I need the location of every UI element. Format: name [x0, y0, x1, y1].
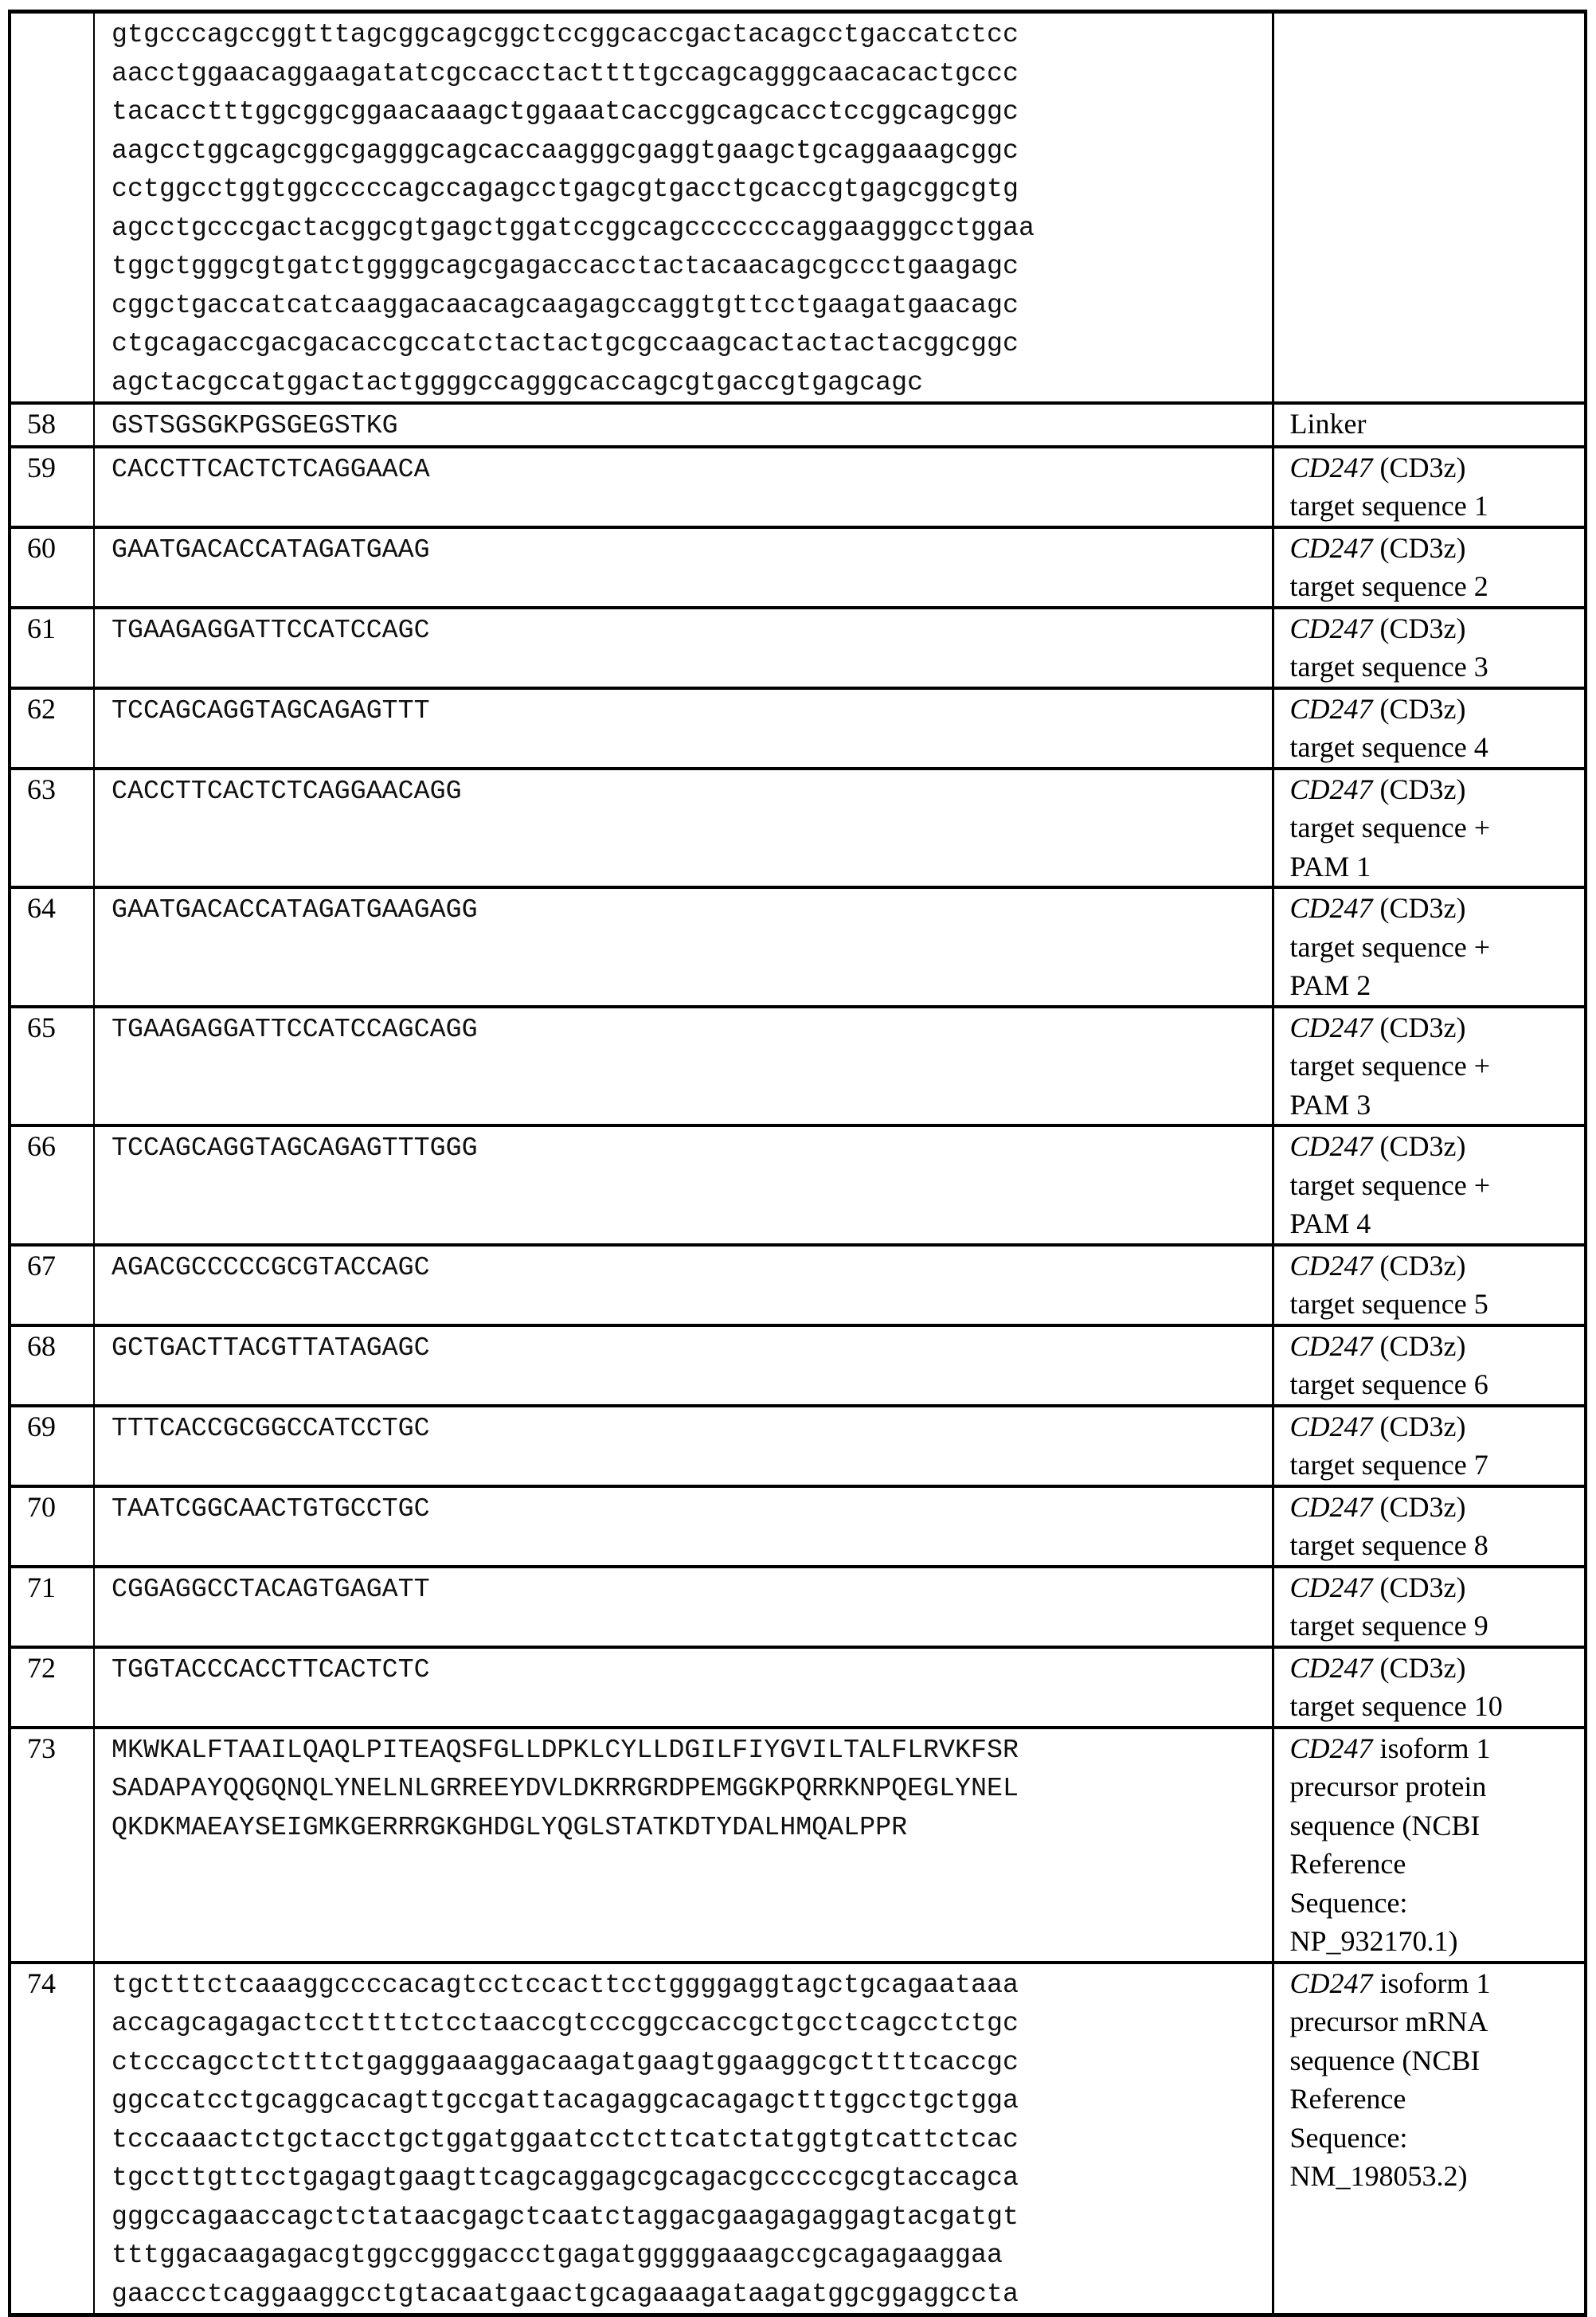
seq-id-cell	[10, 1245, 94, 1325]
seq-id-number: 68	[27, 1329, 56, 1362]
gene-name: CD247	[1289, 692, 1373, 725]
description-text: (CD3z)	[1372, 1011, 1466, 1043]
sequence-line: ggccatcctgcaggcacagttgccgattacagaggcacagagctttggcctgctgga	[111, 2085, 1019, 2115]
description-line	[1290, 1327, 1585, 1366]
sequence-cell	[94, 1728, 1273, 1963]
description-cell	[1273, 403, 1586, 447]
description-line: Sequence:	[1289, 2121, 1408, 2154]
seq-id-cell	[10, 688, 94, 769]
sequence-line: GSTSGSGKPGSGEGSTKG	[111, 410, 398, 440]
description-line	[1290, 1488, 1585, 1527]
description-line	[1290, 1649, 1585, 1688]
seq-id-cell	[10, 608, 94, 688]
table-row-59	[10, 447, 1586, 527]
description-line: target sequence +	[1289, 812, 1491, 843]
description-cell	[1273, 769, 1586, 888]
sequence-cell	[94, 527, 1273, 608]
table-row-62	[10, 688, 1586, 769]
description-line	[1290, 1008, 1585, 1047]
sequence-line: ctcccagcctctttctgagggaaaggacaagatgaagtggaaggcgcttttcaccgc	[111, 2046, 1019, 2077]
seq-id-number: 70	[27, 1490, 56, 1523]
description-cell	[1273, 887, 1586, 1007]
seq-id-number: 72	[27, 1651, 56, 1684]
gene-name: CD247	[1289, 1249, 1373, 1282]
table-row-64	[10, 887, 1586, 1007]
sequence-line: AGACGCCCCCGCGTACCAGC	[111, 1251, 430, 1282]
sequence-line: tgctttctcaaaggccccacagtcctccacttcctggggaggtagctgcagaataaa	[111, 1969, 1019, 2000]
description-line: Sequence:	[1289, 1886, 1408, 1919]
sequence-line: accagcagagactccttttctcctaaccgtcccggccaccgctgcctcagcctctgc	[111, 2008, 1019, 2038]
description-cell	[1273, 1007, 1586, 1126]
seq-id-number: 66	[27, 1130, 56, 1162]
sequence-line: gaaccctcaggaaggcctgtacaatgaactgcagaaagataagatggcggaggccta	[111, 2278, 1019, 2309]
sequence-line: tttggacaagagacgtggccgggaccctgagatgggggaaagccgcagagaaggaa	[111, 2240, 1003, 2270]
sequence-line: TCCAGCAGGTAGCAGAGTTT	[111, 695, 430, 726]
sequence-cell	[94, 1007, 1273, 1126]
sequence-line: CACCTTCACTCTCAGGAACA	[111, 453, 430, 484]
description-line	[1290, 529, 1585, 568]
sequence-cell	[94, 1963, 1273, 2315]
gene-name: CD247	[1289, 892, 1373, 924]
description-line: Reference	[1289, 2083, 1406, 2115]
sequence-line: CGGAGGCCTACAGTGAGATT	[111, 1573, 430, 1604]
sequence-line: gggccagaaccagctctataacgagctcaatctaggacgaagagaggagtacgatgt	[111, 2201, 1019, 2232]
description-line: target sequence 1	[1289, 490, 1488, 522]
description-line	[1290, 889, 1585, 928]
table-row-63	[10, 769, 1586, 888]
seq-id-number: 65	[27, 1011, 56, 1043]
seq-id-cell	[10, 403, 94, 447]
seq-id-number: 69	[27, 1410, 56, 1442]
sequence-line: cggctgaccatcatcaaggacaacagcaagagccaggtgttcctgaagatgaacagc	[111, 289, 1019, 320]
description-line	[1290, 1964, 1585, 2003]
description-line: target sequence 2	[1289, 570, 1488, 602]
table-row-58	[10, 403, 1586, 447]
description-line	[1290, 1729, 1585, 1768]
description-line: target sequence 9	[1289, 1610, 1488, 1642]
description-text: Linker	[1289, 408, 1367, 440]
sequence-line: GAATGACACCATAGATGAAGAGG	[111, 894, 478, 925]
description-cell	[1273, 1728, 1586, 1963]
sequence-line: TGAAGAGGATTCCATCCAGC	[111, 614, 430, 645]
description-line: sequence (NCBI	[1289, 1809, 1481, 1841]
seq-id-number: 63	[27, 773, 56, 805]
description-cell	[1273, 1125, 1586, 1245]
table-row-69	[10, 1406, 1586, 1486]
description-text: (CD3z)	[1372, 1410, 1466, 1442]
table-row-74	[10, 1963, 1586, 2315]
gene-name: CD247	[1289, 612, 1373, 644]
sequence-cell	[94, 887, 1273, 1007]
description-line: target sequence 7	[1289, 1449, 1488, 1481]
sequence-line: aagcctggcagcggcgagggcagcaccaagggcgaggtgaagctgcaggaaagcggc	[111, 135, 1019, 166]
sequence-line: MKWKALFTAAILQAQLPITEAQSFGLLDPKLCYLLDGILFIYGVILTALFLRVKFSR	[111, 1734, 1019, 1765]
table-row-70	[10, 1486, 1586, 1567]
description-line: sequence (NCBI	[1289, 2044, 1481, 2076]
gene-name: CD247	[1289, 1329, 1373, 1362]
description-line	[1290, 690, 1585, 729]
description-cell	[1273, 1963, 1586, 2315]
seq-id-number: 64	[27, 892, 56, 924]
description-text: (CD3z)	[1372, 1249, 1466, 1282]
description-line: target sequence 8	[1289, 1529, 1488, 1561]
seq-id-number: 67	[27, 1249, 56, 1282]
table-row-72	[10, 1647, 1586, 1728]
description-cell	[1273, 447, 1586, 527]
description-line: target sequence 3	[1289, 651, 1488, 683]
description-cell	[1273, 1325, 1586, 1406]
table-row-73	[10, 1728, 1586, 1963]
sequence-cell	[94, 1406, 1273, 1486]
sequence-line: SADAPAYQQGQNQLYNELNLGRREEYDVLDKRRGRDPEMGGKPQRRKNPQEGLYNEL	[111, 1773, 1019, 1803]
seq-id-cell	[10, 1406, 94, 1486]
description-line: target sequence 10	[1289, 1690, 1503, 1722]
description-line	[1290, 609, 1585, 648]
sequence-listing-table	[8, 10, 1587, 2317]
description-text: (CD3z)	[1372, 1329, 1466, 1362]
description-line	[1290, 405, 1585, 444]
description-line	[1290, 1247, 1585, 1286]
description-line	[1290, 1127, 1585, 1166]
description-line: NM_198053.2)	[1289, 2160, 1468, 2192]
gene-name: CD247	[1289, 1410, 1373, 1442]
description-text: isoform 1	[1372, 1967, 1491, 1999]
description-text: (CD3z)	[1372, 612, 1466, 644]
seq-id-cell	[10, 12, 94, 404]
description-line: PAM 2	[1289, 969, 1371, 1001]
description-line: target sequence +	[1289, 930, 1491, 963]
sequence-line: agctacgccatggactactggggccagggcaccagcgtgaccgtgagcagc	[111, 366, 924, 397]
description-line: PAM 3	[1289, 1088, 1371, 1121]
seq-id-cell	[10, 1486, 94, 1567]
sequence-line: QKDKMAEAYSEIGMKGERRRGKGHDGLYQGLSTATKDTYDALHMQALPPR	[111, 1811, 908, 1842]
description-line	[1290, 1568, 1585, 1607]
sequence-cell	[94, 1325, 1273, 1406]
table-row-68	[10, 1325, 1586, 1406]
table-row-71	[10, 1567, 1586, 1647]
description-cell	[1273, 12, 1586, 404]
table-row-66	[10, 1125, 1586, 1245]
table-row-65	[10, 1007, 1586, 1126]
description-cell	[1273, 527, 1586, 608]
sequence-line: TCCAGCAGGTAGCAGAGTTTGGG	[111, 1133, 478, 1163]
sequence-line: aacctggaacaggaagatatcgccacctacttttgccagcagggcaacacactgccc	[111, 57, 1019, 88]
sequence-cell	[94, 1486, 1273, 1567]
description-cell	[1273, 608, 1586, 688]
description-line: NP_932170.1)	[1289, 1925, 1458, 1957]
sequence-cell	[94, 608, 1273, 688]
sequence-cell	[94, 1647, 1273, 1728]
table-row-61	[10, 608, 1586, 688]
sequence-cell	[94, 1125, 1273, 1245]
gene-name: CD247	[1289, 451, 1373, 483]
description-text: (CD3z)	[1372, 531, 1466, 564]
seq-id-cell	[10, 1125, 94, 1245]
seq-id-number: 59	[27, 451, 56, 483]
table-row-continuation	[10, 12, 1586, 404]
description-line: target sequence +	[1289, 1050, 1491, 1082]
seq-id-cell	[10, 1647, 94, 1728]
description-text: (CD3z)	[1372, 692, 1466, 725]
sequence-line: GCTGACTTACGTTATAGAGC	[111, 1332, 430, 1363]
description-cell	[1273, 1647, 1586, 1728]
gene-name: CD247	[1289, 1651, 1373, 1684]
seq-id-cell	[10, 769, 94, 888]
sequence-line: ctgcagaccgacgacaccgccatctactactgcgccaagcactactactacggcggc	[111, 328, 1019, 358]
sequence-line: GAATGACACCATAGATGAAG	[111, 534, 430, 565]
description-line: target sequence +	[1289, 1168, 1491, 1201]
sequence-cell	[94, 447, 1273, 527]
description-text: (CD3z)	[1372, 892, 1466, 924]
gene-name: CD247	[1289, 1011, 1373, 1043]
seq-id-cell	[10, 1007, 94, 1126]
sequence-line: TTTCACCGCGGCCATCCTGC	[111, 1412, 430, 1443]
description-text: (CD3z)	[1372, 773, 1466, 805]
description-text: (CD3z)	[1372, 1651, 1466, 1684]
gene-name: CD247	[1289, 1130, 1373, 1162]
seq-id-number: 58	[27, 408, 56, 440]
seq-id-number: 61	[27, 612, 56, 644]
seq-id-cell	[10, 887, 94, 1007]
description-cell	[1273, 1406, 1586, 1486]
description-line	[1290, 1407, 1585, 1446]
sequence-line: TGGTACCCACCTTCACTCTC	[111, 1654, 430, 1685]
sequence-cell	[94, 769, 1273, 888]
table-body	[10, 12, 1586, 2315]
description-text: (CD3z)	[1372, 1571, 1466, 1603]
sequence-line: TAATCGGCAACTGTGCCTGC	[111, 1493, 430, 1524]
seq-id-number: 73	[27, 1732, 56, 1764]
description-cell	[1273, 1486, 1586, 1567]
sequence-line: gtgcccagccggtttagcggcagcggctccggcaccgactacagcctgaccatctcc	[111, 19, 1019, 49]
sequence-line: tgccttgttcctgagagtgaagttcagcaggagcgcagacgcccccgcgtaccagca	[111, 2162, 1019, 2193]
description-cell	[1273, 1567, 1586, 1647]
seq-id-number: 71	[27, 1571, 56, 1603]
gene-name: CD247	[1289, 1732, 1373, 1764]
table-row-67	[10, 1245, 1586, 1325]
description-line: target sequence 5	[1289, 1288, 1488, 1320]
table-row-60	[10, 527, 1586, 608]
seq-id-number: 60	[27, 531, 56, 564]
description-cell	[1273, 1245, 1586, 1325]
description-line	[1290, 770, 1585, 809]
sequence-line: agcctgcccgactacggcgtgagctggatccggcagcccccccaggaagggcctggaa	[111, 212, 1035, 243]
sequence-cell	[94, 403, 1273, 447]
description-text: (CD3z)	[1372, 451, 1466, 483]
seq-id-cell	[10, 1728, 94, 1963]
sequence-line: cctggcctggtggcccccagccagagcctgagcgtgacctgcaccgtgagcggcgtg	[111, 174, 1019, 204]
description-cell	[1273, 688, 1586, 769]
gene-name: CD247	[1289, 1490, 1373, 1523]
description-line: Reference	[1289, 1848, 1406, 1880]
seq-id-cell	[10, 1325, 94, 1406]
sequence-cell	[94, 688, 1273, 769]
seq-id-cell	[10, 527, 94, 608]
gene-name: CD247	[1289, 1571, 1373, 1603]
description-line: PAM 4	[1289, 1207, 1371, 1239]
description-text: (CD3z)	[1372, 1130, 1466, 1162]
description-line: precursor protein	[1289, 1771, 1487, 1802]
seq-id-cell	[10, 1963, 94, 2315]
sequence-line: TGAAGAGGATTCCATCCAGCAGG	[111, 1013, 478, 1044]
sequence-line: tcccaaactctgctacctgctggatggaatcctcttcatctatggtgtcattctcac	[111, 2123, 1019, 2155]
sequence-line: tggctgggcgtgatctggggcagcgagaccacctactacaacagcgccctgaagagc	[111, 251, 1019, 281]
description-line: precursor mRNA	[1289, 2006, 1488, 2037]
seq-id-number: 62	[27, 692, 56, 725]
description-line	[1290, 448, 1585, 487]
sequence-line: tacacctttggcggcggaacaaagctggaaatcaccggcagcacctccggcagcggc	[111, 96, 1019, 127]
description-line: target sequence 6	[1289, 1368, 1488, 1400]
seq-id-cell	[10, 447, 94, 527]
description-line: target sequence 4	[1289, 731, 1488, 763]
gene-name: CD247	[1289, 531, 1373, 564]
sequence-line: CACCTTCACTCTCAGGAACAGG	[111, 775, 462, 806]
sequence-cell	[94, 1245, 1273, 1325]
seq-id-cell	[10, 1567, 94, 1647]
gene-name: CD247	[1289, 1967, 1373, 1999]
description-text: isoform 1	[1372, 1732, 1491, 1764]
description-line: PAM 1	[1289, 850, 1371, 883]
seq-id-number: 74	[27, 1967, 56, 1999]
sequence-cell	[94, 1567, 1273, 1647]
gene-name: CD247	[1289, 773, 1373, 805]
sequence-cell	[94, 12, 1273, 404]
description-text: (CD3z)	[1372, 1490, 1466, 1523]
